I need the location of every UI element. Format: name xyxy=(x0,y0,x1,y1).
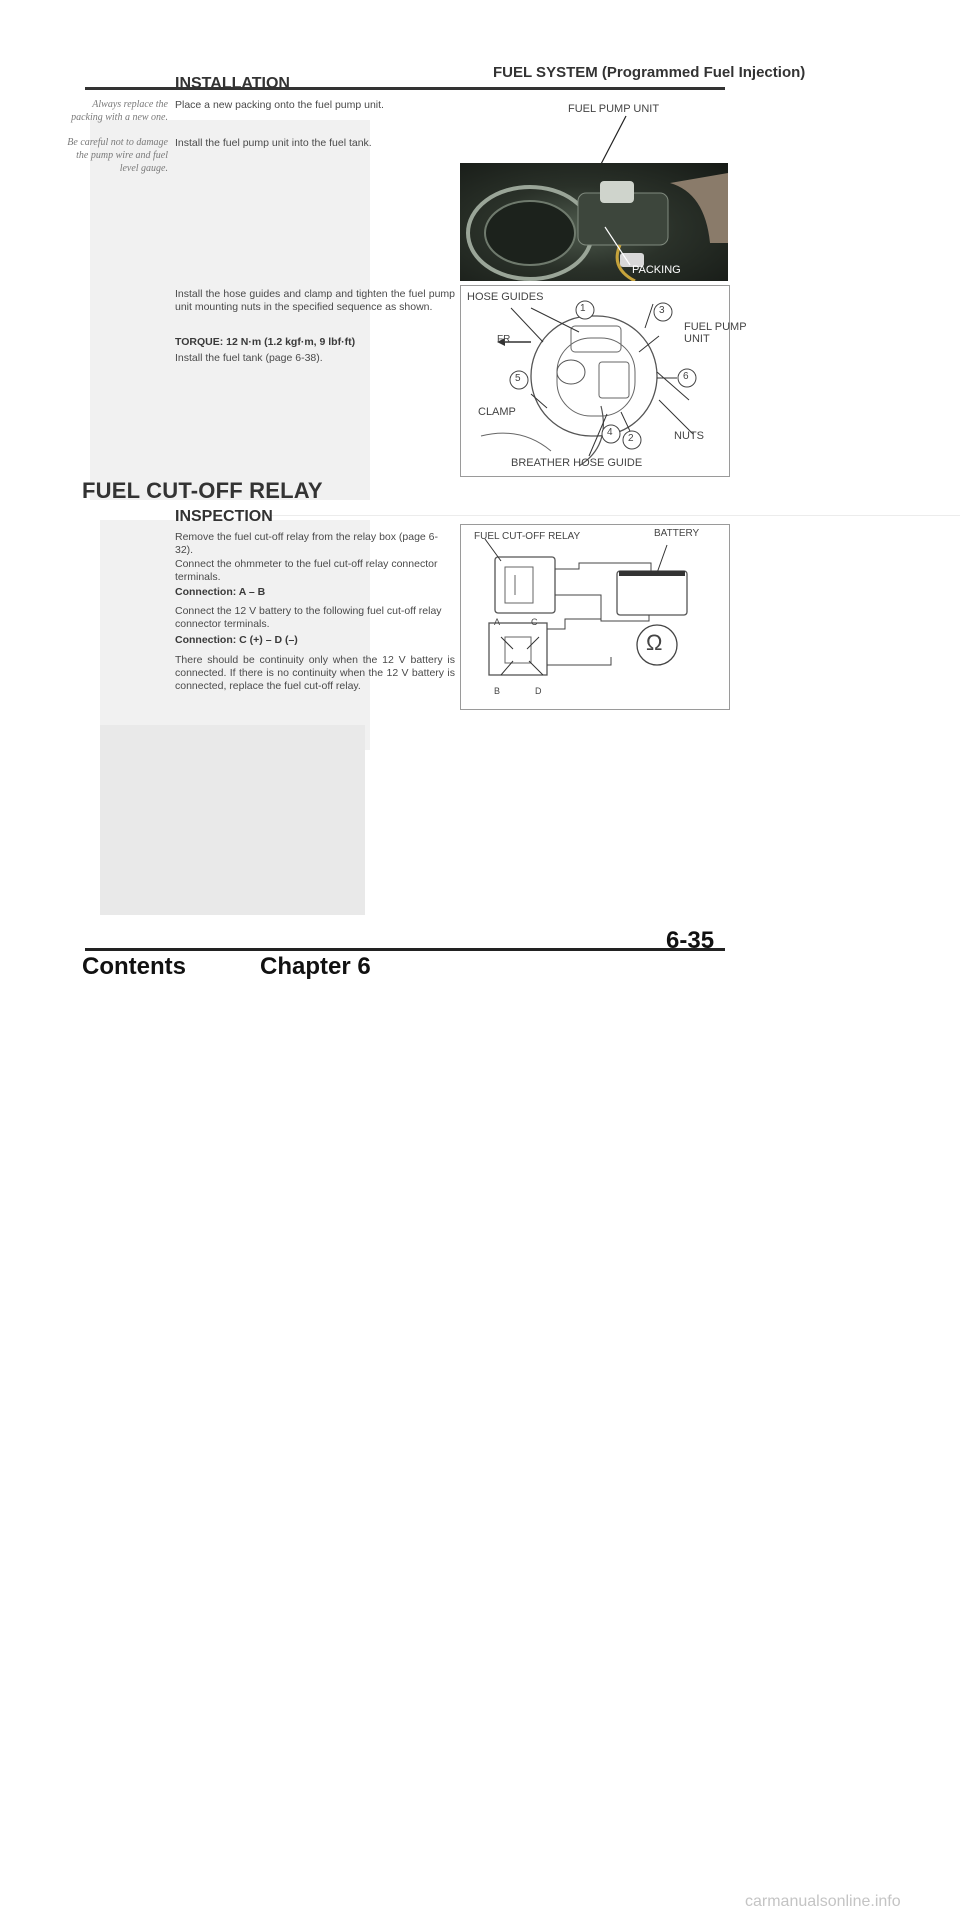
relay-connection-ab: Connection: A – B xyxy=(175,586,266,598)
sequence-number-4: 4 xyxy=(607,427,613,438)
page-header-title: FUEL SYSTEM (Programmed Fuel Injection) xyxy=(493,64,806,81)
label-breather-hose-guide: BREATHER HOSE GUIDE xyxy=(511,457,643,469)
fuel-pump-unit-leader xyxy=(450,110,730,170)
inspection-heading: INSPECTION xyxy=(175,508,273,525)
label-fuel-cut-off-relay: FUEL CUT-OFF RELAY xyxy=(474,531,581,542)
contents-link[interactable]: Contents xyxy=(82,953,186,980)
page-number: 6-35 xyxy=(666,927,715,954)
relay-test-art xyxy=(461,525,729,709)
bleed-through-ghost-line xyxy=(250,515,960,516)
note-replace-packing: Always replace the packing with a new one. xyxy=(71,99,168,123)
relay-ohmmeter-text: Connect the ohmmeter to the fuel cut-off relay connector terminals. xyxy=(175,558,438,583)
chapter-link[interactable]: Chapter 6 xyxy=(260,953,371,980)
relay-connection-cd: Connection: C (+) – D (–) xyxy=(175,634,298,646)
terminal-a: A xyxy=(494,617,501,627)
sequence-number-6: 6 xyxy=(683,371,689,382)
label-battery: BATTERY xyxy=(654,528,700,539)
sequence-number-5: 5 xyxy=(515,373,521,384)
label-clamp: CLAMP xyxy=(478,406,516,418)
sequence-number-2: 2 xyxy=(628,433,634,444)
sequence-number-3: 3 xyxy=(659,305,665,316)
relay-heading: FUEL CUT-OFF RELAY xyxy=(82,478,323,503)
ohm-meter-symbol: Ω xyxy=(646,630,663,655)
tighten-instruction: Install the hose guides and clamp and tighten the fuel pump unit mounting nuts in the specified sequence as shown. xyxy=(175,288,455,313)
torque-spec: TORQUE: 12 N·m (1.2 kgf·m, 9 lbf·ft) xyxy=(175,336,356,348)
fuel-pump-photo-art xyxy=(460,163,728,281)
fuel-pump-photo xyxy=(460,163,728,281)
label-fuel-pump-line1: FUEL PUMP xyxy=(684,321,747,333)
relay-remove-text: Remove the fuel cut-off relay from the relay box (page 6-32). xyxy=(175,531,439,556)
relay-battery-text: Connect the 12 V battery to the following fuel cut-off relay connector terminals. xyxy=(175,605,442,630)
relay-continuity-text: There should be continuity only when the 12 V battery is connected. If there is no continuity when the 12 V battery is connected, replace the fuel cut-off relay. xyxy=(175,654,455,692)
footer-rule xyxy=(85,948,725,951)
watermark: carmanualsonline.info xyxy=(745,1893,901,1910)
step-place-packing: Place a new packing onto the fuel pump unit. xyxy=(175,99,384,111)
bleed-through-ghost xyxy=(100,725,365,915)
label-nuts: NUTS xyxy=(674,430,704,442)
tightening-sequence-diagram xyxy=(460,285,730,477)
terminal-d: D xyxy=(535,686,542,696)
step-install-pump: Install the fuel pump unit into the fuel tank. xyxy=(175,137,372,149)
terminal-b: B xyxy=(494,686,501,696)
label-fr: FR xyxy=(497,334,511,345)
photo-label-fuel-pump-unit: FUEL PUMP UNIT xyxy=(568,103,660,115)
installation-heading: INSTALLATION xyxy=(175,75,290,92)
label-hose-guides: HOSE GUIDES xyxy=(467,291,544,303)
sequence-number-1: 1 xyxy=(580,303,586,314)
label-fuel-pump-line2: UNIT xyxy=(684,333,710,345)
terminal-c: C xyxy=(531,617,538,627)
photo-label-packing: PACKING xyxy=(632,264,681,276)
relay-test-diagram xyxy=(460,524,730,710)
note-careful-wire: Be careful not to damage the pump wire and fuel level gauge. xyxy=(67,137,168,174)
install-tank-instruction: Install the fuel tank (page 6-38). xyxy=(175,352,323,364)
